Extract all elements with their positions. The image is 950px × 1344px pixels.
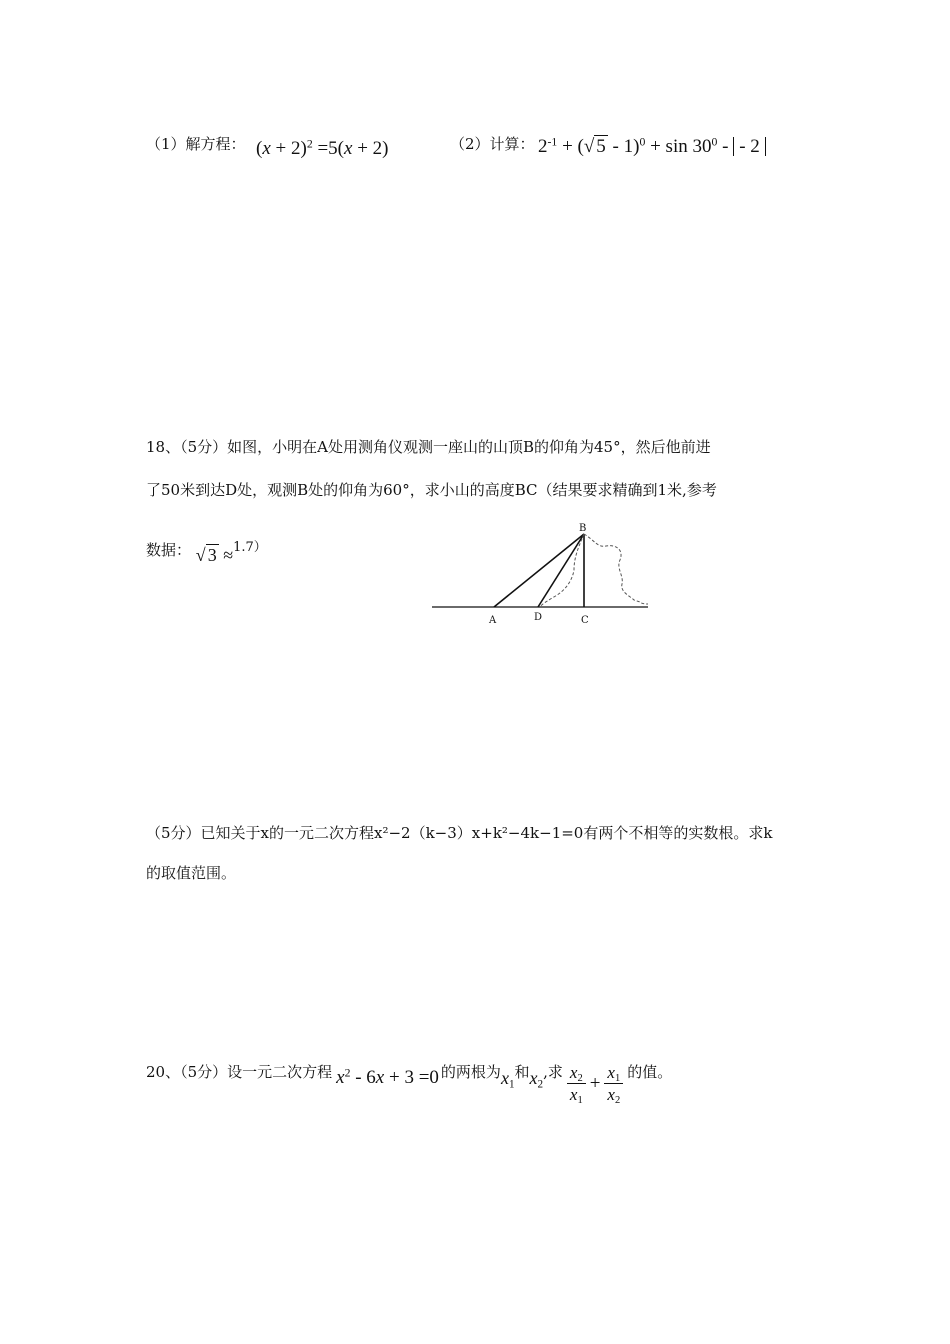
q20-fraction-sum: $\frac{x_2}{x_1}$ + $\frac{x_1}{x_2}$	[567, 1064, 623, 1103]
q20-line	[146, 1042, 673, 1107]
q17-part2-label: （2）计算：	[450, 135, 535, 153]
label-c: C	[581, 615, 589, 626]
q17-part1-label: （1）解方程：	[146, 135, 246, 153]
q18-line2: 了50米到达D处，观测B处的仰角为60°，求小山的高度BC（结果要求精确到1米,参考	[146, 481, 717, 499]
label-a: A	[489, 615, 497, 626]
label-b: B	[579, 523, 587, 534]
q17-expression: $2^{-1}$ + (√ $5 - 1)^0 + \sin 30^0$ - - 2	[538, 137, 766, 156]
q19-line1: （5分）已知关于x的一元二次方程x²−2（k−3）x+k²−4k−1=0有两个不相等的实数根。求k	[146, 824, 773, 842]
line-ab	[494, 534, 584, 607]
q19-line2: 的取值范围。	[146, 864, 237, 882]
q20-ask: ,求	[543, 1063, 563, 1081]
mountain-outline-right	[584, 534, 648, 604]
q20-and: 和	[514, 1063, 530, 1081]
q17-equation: $(x + 2)^2 =5(x + 2)$	[256, 137, 389, 159]
mountain-diagram	[428, 518, 652, 628]
q18-sqrt3: √ 3 ≈	[195, 545, 234, 565]
q18-line3	[146, 540, 267, 565]
q20-root-x2: $x_2$	[529, 1067, 544, 1090]
label-d: D	[534, 612, 543, 623]
q18-line1: 18、（5分）如图，小明在A处用测角仪观测一座山的山顶B的仰角为45°，然后他前进	[146, 438, 711, 456]
q20-equation: $x^2 - 6x + 3 =0$	[336, 1066, 439, 1088]
q18-approx-value: 1.7）	[233, 540, 267, 555]
q18-reference-label: 数据：	[146, 541, 192, 559]
q20-prefix: 20、（5分）设一元二次方程	[146, 1063, 333, 1081]
q20-mid: 的两根为	[440, 1063, 501, 1081]
q20-root-x1: $x_1$	[500, 1067, 515, 1090]
line-db	[538, 534, 584, 607]
q20-suffix: 的值。	[627, 1063, 673, 1081]
